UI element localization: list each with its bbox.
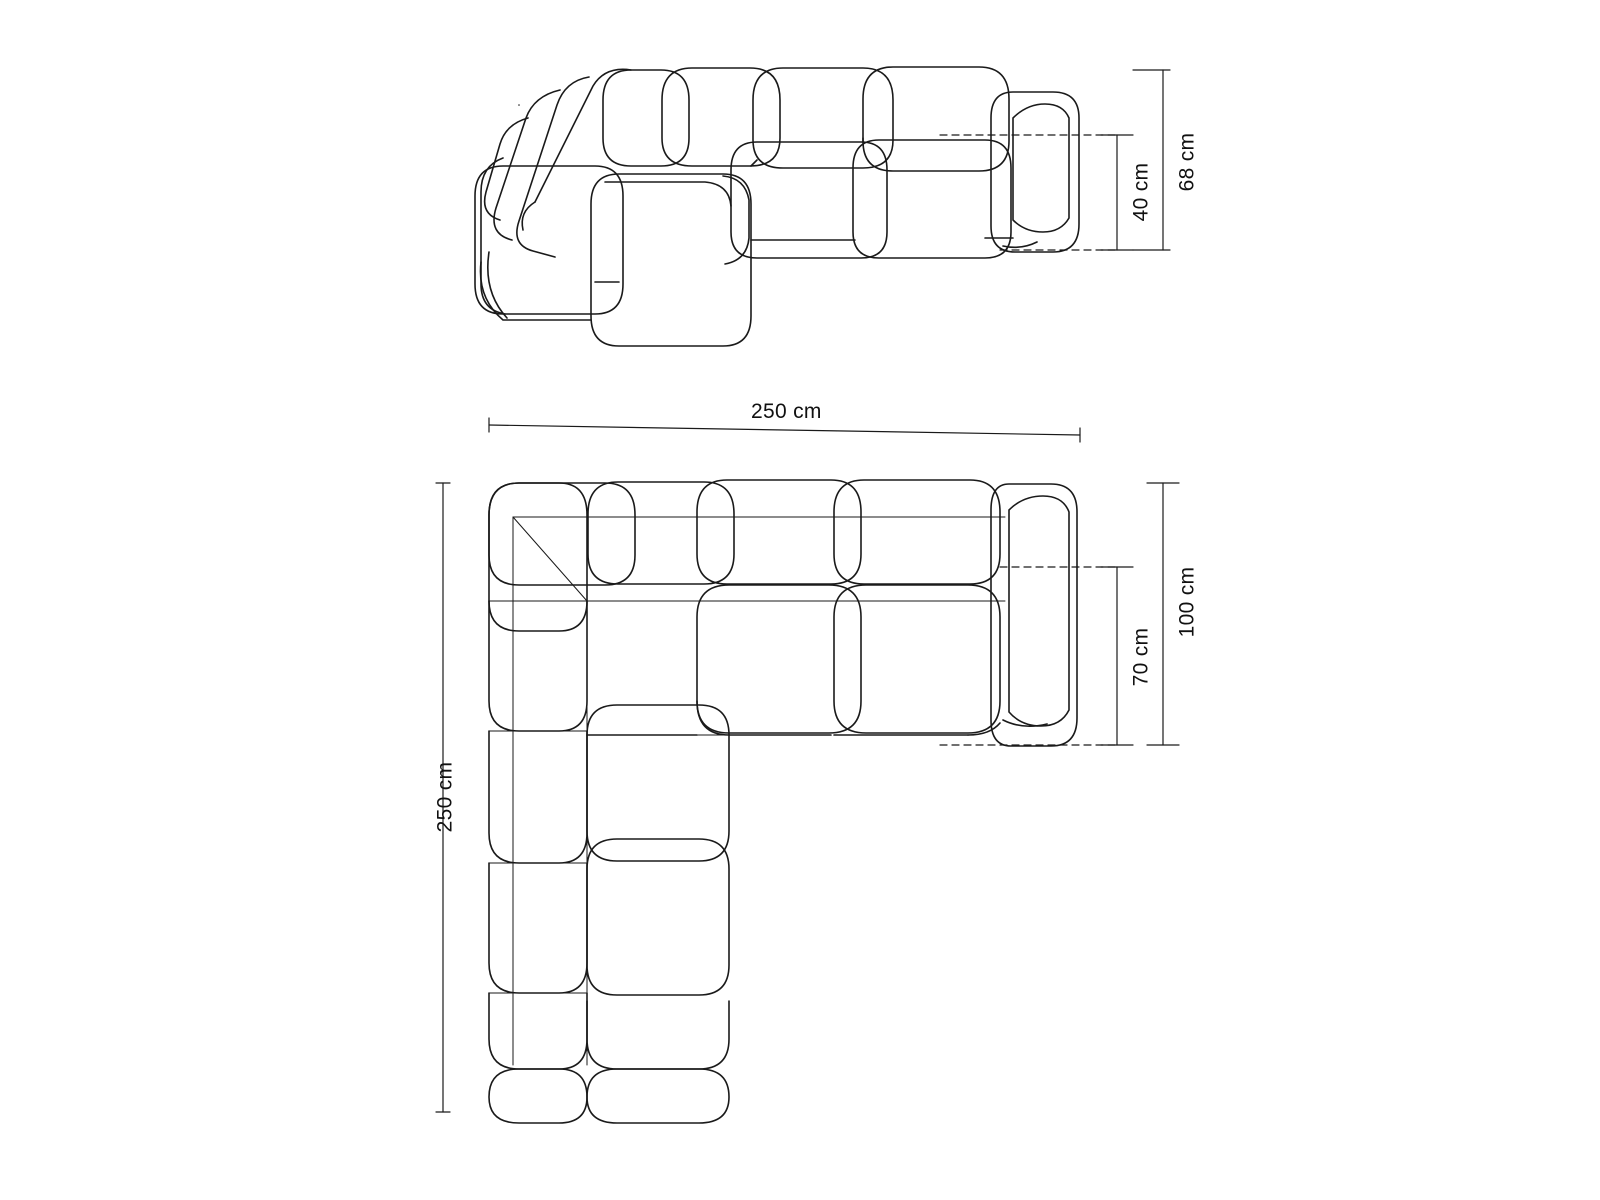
plan-view-dimension-lines bbox=[436, 418, 1179, 1112]
plan-left-arm-segment bbox=[489, 863, 587, 993]
backrest-cushion bbox=[662, 68, 780, 166]
top-plan-view-outline bbox=[489, 480, 1077, 1123]
plan-back-cushion bbox=[489, 483, 635, 585]
left-arm-outer bbox=[494, 90, 560, 240]
plan-back-cushion bbox=[588, 482, 734, 584]
plan-right-armrest-inner bbox=[1009, 496, 1069, 726]
plan-left-arm-segment bbox=[489, 601, 587, 731]
plan-seat-cushion bbox=[587, 839, 729, 995]
plan-front-cushion bbox=[587, 1069, 729, 1123]
dimension-label-height-total: 68 cm bbox=[1175, 132, 1199, 192]
chaise-seat-cushion bbox=[591, 174, 751, 346]
inner-divider bbox=[605, 182, 731, 206]
front-view-dimension-lines bbox=[940, 70, 1170, 250]
corner-seat-cushion bbox=[475, 166, 623, 314]
backrest-cushion bbox=[753, 68, 893, 168]
front-perspective-view-outline bbox=[475, 67, 1079, 346]
right-armrest-inner bbox=[1013, 104, 1069, 232]
plan-left-arm-segment bbox=[489, 993, 587, 1069]
plan-left-armrest bbox=[489, 483, 587, 631]
plan-seat-cushion bbox=[834, 585, 1000, 733]
dimension-label-depth-module: 100 cm bbox=[1175, 566, 1199, 638]
plan-front-cushion bbox=[489, 1069, 587, 1123]
plan-seat-front-edge bbox=[587, 1001, 729, 1069]
dimension-label-depth-total: 250 cm bbox=[433, 761, 457, 833]
plan-right-armrest bbox=[991, 484, 1077, 746]
dimension-label-height-seat: 40 cm bbox=[1129, 162, 1153, 222]
dimension-label-width-total: 250 cm bbox=[751, 400, 822, 423]
backrest-cushion bbox=[603, 70, 689, 166]
plan-left-arm-segment bbox=[489, 731, 587, 863]
right-armrest bbox=[991, 92, 1079, 252]
plan-seat-front-line bbox=[697, 701, 831, 735]
dimension-label-depth-seat: 70 cm bbox=[1129, 627, 1153, 687]
plan-seat-cushion bbox=[697, 585, 861, 733]
seat-cushion bbox=[853, 140, 1011, 258]
